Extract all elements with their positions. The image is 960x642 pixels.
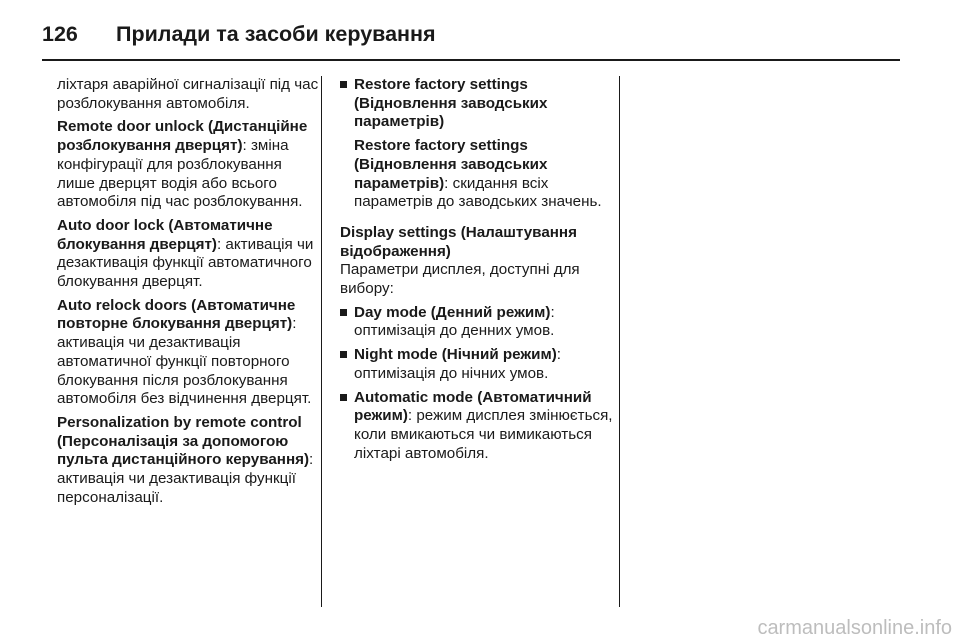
- bullet-term: Automatic mode (Автоматичний режим): [354, 388, 592, 425]
- setting-term: Restore factory settings (Відновлення заводських параметрів): [354, 137, 548, 192]
- setting-description: : активація чи дезактивація функції автоматичного блокування дверцят.: [57, 235, 314, 291]
- bullet-description: : режим дисплея змінюється, коли вмикаються чи вимикаються ліхтарі автомобіля.: [354, 407, 613, 462]
- setting-description: : активація чи дезактивація автоматичної функції повторного блокування після розблокування автомобіля без відчинення дверцят.: [57, 315, 312, 408]
- setting-term: Auto relock doors (Автоматичне повторне блокування дверцят): [57, 296, 296, 333]
- column-divider-left: [321, 76, 322, 607]
- setting-description: : активація чи дезактивація функції персоналізації.: [57, 451, 314, 506]
- setting-description: : скидання всіх параметрів до заводських значень.: [354, 174, 602, 211]
- page-header: [42, 22, 436, 47]
- intro-paragraph: ліхтаря аварійної сигналізації під час розблокування автомобіля.: [57, 76, 319, 112]
- page-number: 126: [42, 22, 78, 46]
- setting-auto-relock-doors: [57, 297, 319, 409]
- bullet-automatic-mode: [340, 389, 616, 464]
- setting-term: Remote door unlock (Дистанційне розблокування дверцят): [57, 118, 308, 155]
- bullet-night-mode: [340, 346, 616, 383]
- setting-auto-door-lock: [57, 217, 319, 292]
- setting-personalization-remote: [57, 414, 319, 508]
- display-settings-heading: Display settings (Налаштування відображення): [340, 223, 577, 260]
- page-title: Прилади та засоби керування: [116, 22, 436, 46]
- watermark: carmanualsonline.info: [757, 617, 952, 639]
- square-bullet-icon: [340, 351, 347, 358]
- display-settings-intro: Параметри дисплея, доступні для вибору:: [340, 261, 580, 298]
- bullet-description: : оптимізація до денних умов.: [354, 303, 555, 340]
- bullet-term: Day mode (Денний режим): [354, 303, 551, 321]
- setting-term: Personalization by remote control (Персоналізація за допомогою пульта дистанційного керування): [57, 413, 310, 469]
- square-bullet-icon: [340, 309, 347, 316]
- bullet-term: Restore factory settings (Відновлення заводських параметрів): [354, 76, 548, 131]
- square-bullet-icon: [340, 394, 347, 401]
- setting-term: Auto door lock (Автоматичне блокування дверцят): [57, 216, 273, 253]
- header-divider: [42, 59, 900, 61]
- bullet-day-mode: [340, 304, 616, 341]
- middle-column: [340, 76, 616, 468]
- square-bullet-icon: [340, 81, 347, 88]
- column-divider-right: [619, 76, 620, 607]
- left-column: [57, 76, 319, 512]
- setting-description: : зміна конфігурації для розблокування лише дверцят водія або всього автомобіля під час розблокування.: [57, 137, 303, 211]
- setting-remote-door-unlock: [57, 118, 319, 212]
- bullet-restore-factory-settings: [340, 76, 616, 132]
- restore-factory-settings-detail: [340, 137, 616, 212]
- bullet-term: Night mode (Нічний режим): [354, 346, 557, 364]
- bullet-description: : оптимізація до нічних умов.: [354, 346, 562, 382]
